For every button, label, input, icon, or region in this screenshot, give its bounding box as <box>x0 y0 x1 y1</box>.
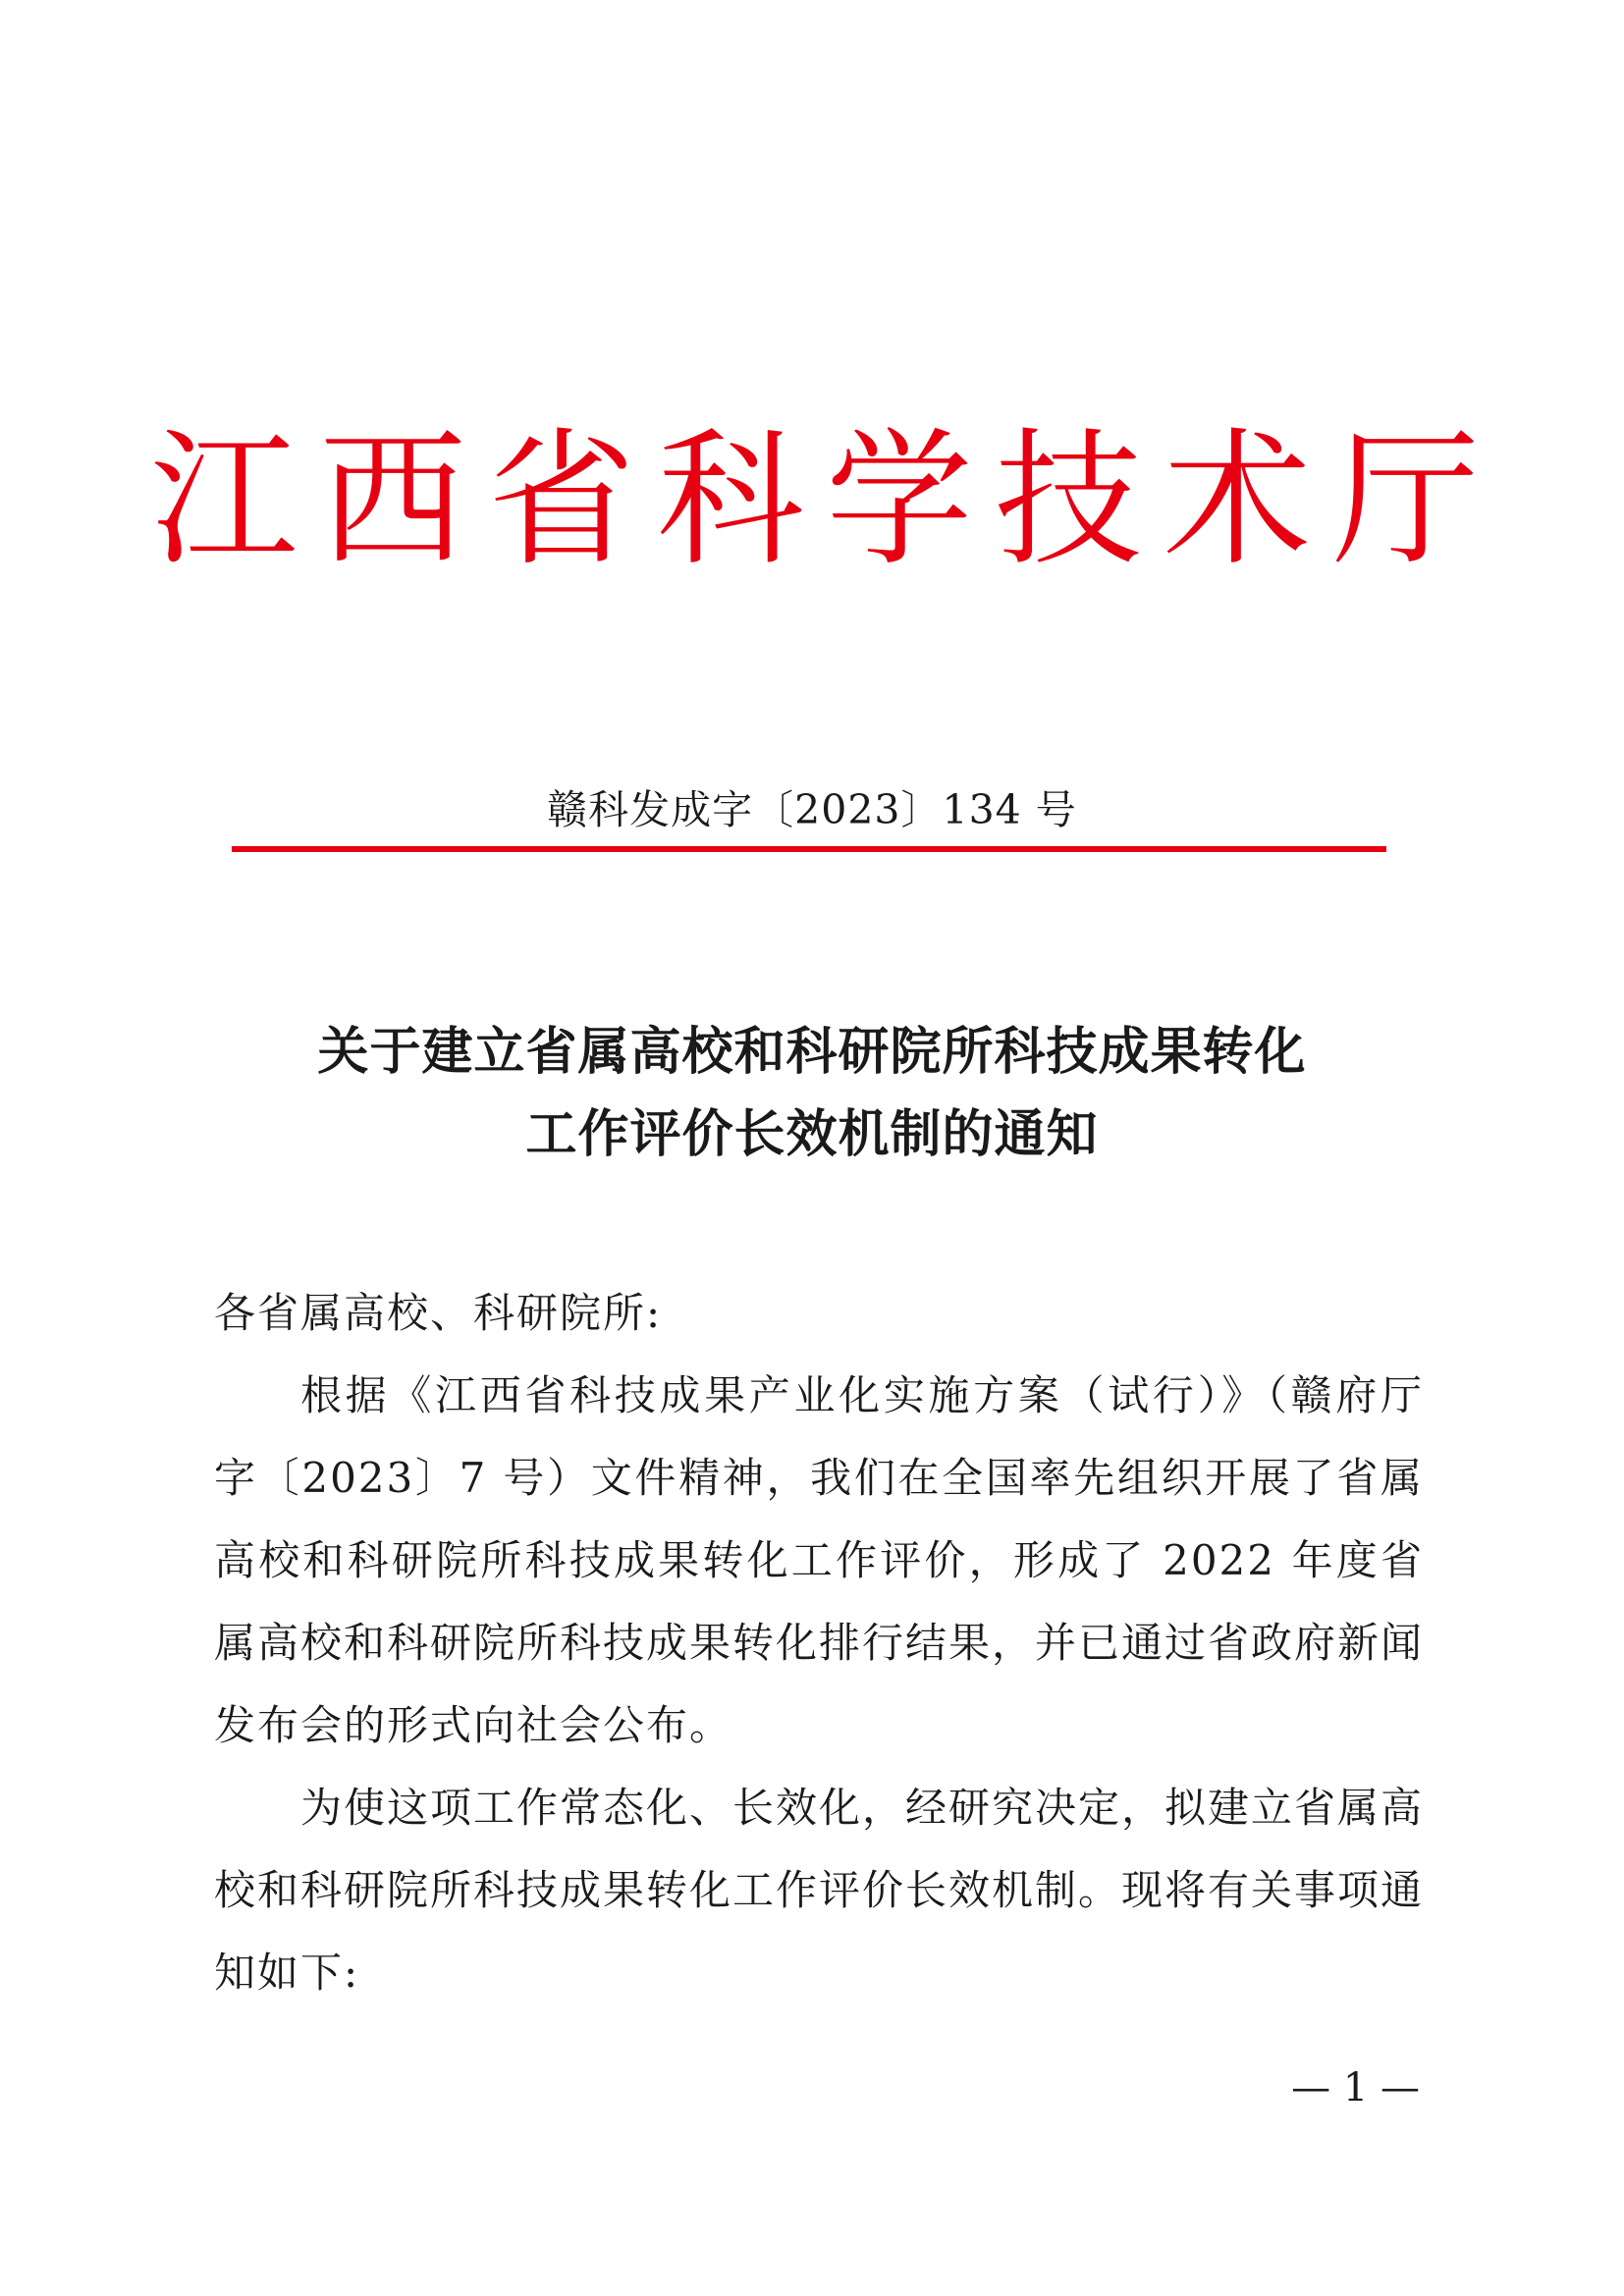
red-divider-line <box>232 846 1386 852</box>
page-number: — 1 — <box>1291 2065 1420 2110</box>
document-number: 赣科发成字〔2023〕134 号 <box>547 786 1077 833</box>
notice-title-line-2: 工作评价长效机制的通知 <box>525 1105 1099 1164</box>
notice-body <box>214 1272 1424 2014</box>
issuing-org-header: 江西省科学技术厅 <box>149 415 1501 586</box>
salutation: 各省属高校、科研院所: <box>214 1289 663 1337</box>
body-paragraph-1: 根据《江西省科技成果产业化实施方案（试行）》（赣府厅字〔2023〕7 号）文件精神，我们在全国率先组织开展了省属高校和科研院所科技成果转化工作评价，形成了 2022 年度省属高校和科研院所科技成果转化排行结果，并已通过省政府新闻发布会的形式向社会公布。 <box>214 1371 1425 1749</box>
notice-title-line-1: 关于建立省属高校和科研院所科技成果转化 <box>317 1023 1307 1082</box>
notice-title <box>196 1011 1428 1176</box>
body-paragraph-2: 为使这项工作常态化、长效化，经研究决定，拟建立省属高校和科研院所科技成果转化工作评价长效机制。现将有关事项通知如下: <box>214 1784 1425 1997</box>
